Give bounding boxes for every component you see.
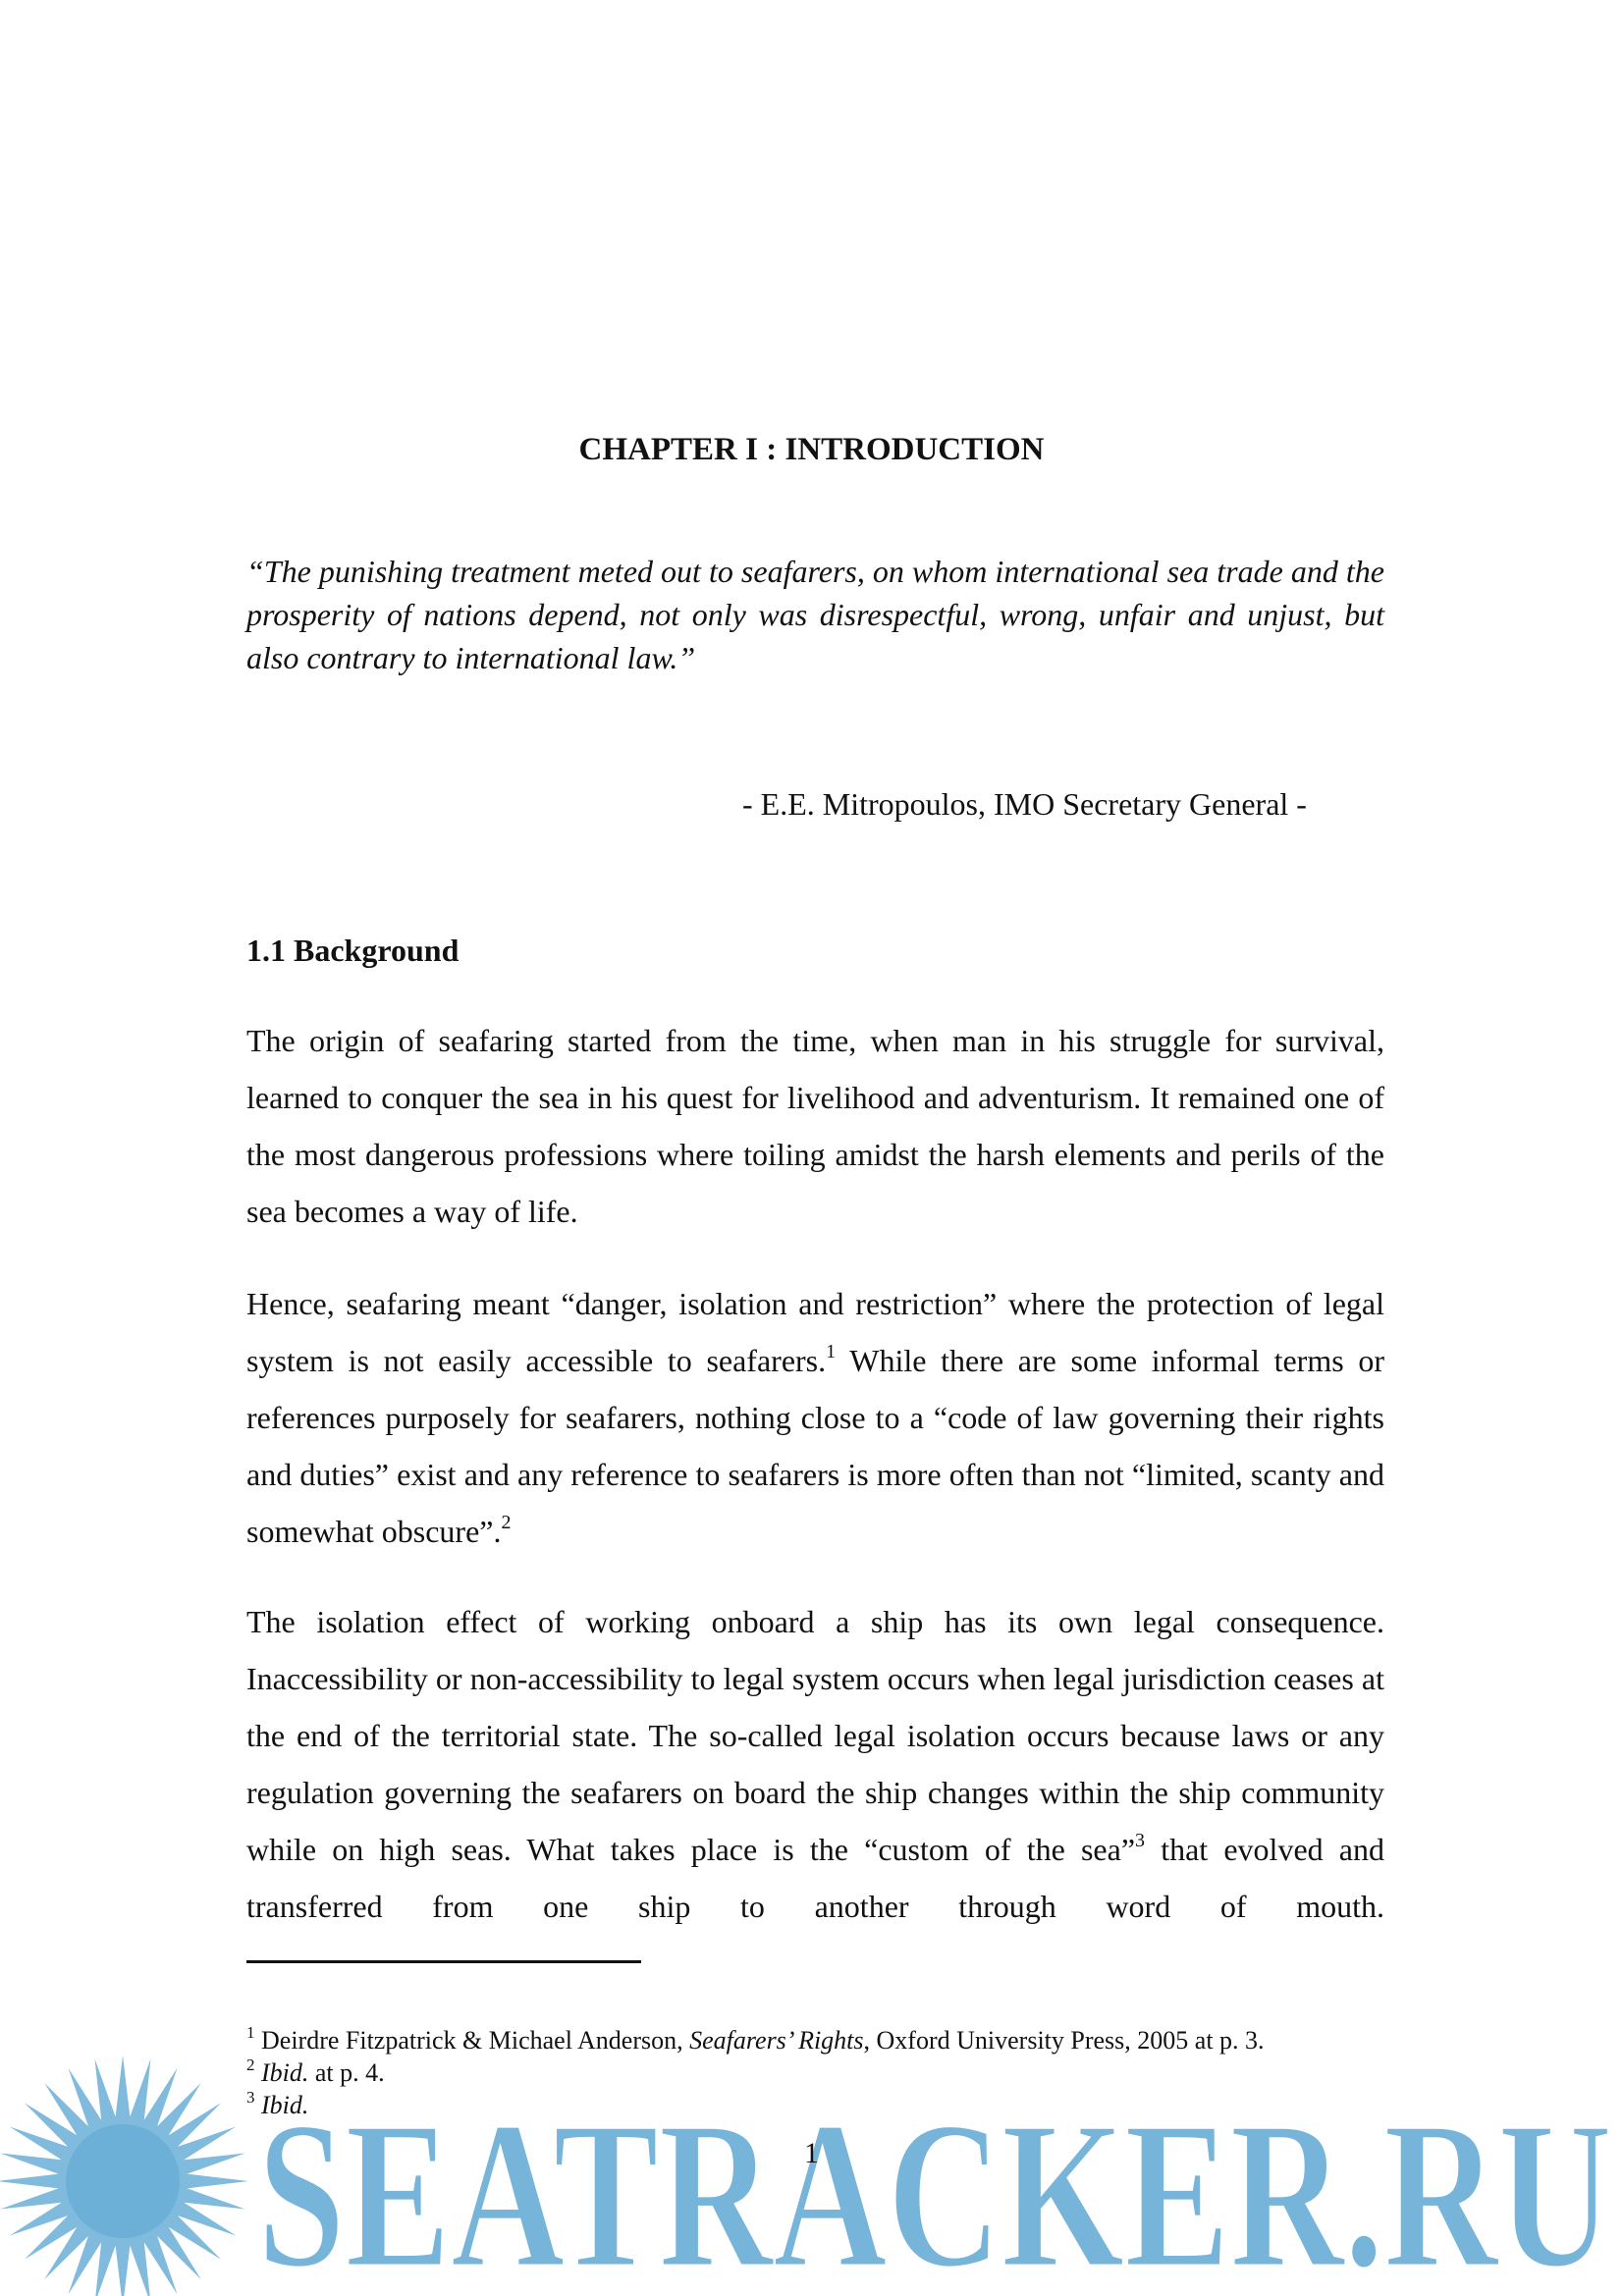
footnote-number: 1 <box>246 2023 255 2042</box>
footnote-title: Ibid. <box>261 2058 309 2087</box>
paragraph-origin: The origin of seafaring started from the time, when man in his struggle for survival, learned to conquer the sea in his quest for livelihood and adventurism. It remained one of the most dangerous professions where toiling amidst the harsh elements and perils of the sea becomes a way of life. <box>246 1023 1384 1229</box>
footnote-text: Deirdre Fitzpatrick & Michael Anderson, <box>254 2026 690 2055</box>
paragraph-text: The isolation effect of working onboard a ship has its own legal consequence. Inaccessibility or non-accessibility to legal system occurs when legal jurisdiction ceases at the end of the territorial state. The so-called legal isolation occurs because laws or any regulation governing the seafarers on board the ship changes within the ship community while on high seas. What takes place is the “custom of the sea” <box>246 1604 1384 1867</box>
paragraph-text: While there are some informal terms or references purposely for seafarers, nothing close to a “code of law governing their rights and duties” exist and any reference to seafarers is more often than not “limited, scanty and somewhat obscure”. <box>246 1343 1385 1549</box>
footnote-title: Ibid. <box>261 2091 309 2119</box>
chapter-title: CHAPTER I : INTRODUCTION <box>578 432 1045 467</box>
footnote-ref: 1 <box>826 1341 837 1362</box>
footnote-title: Seafarers’ Rights <box>689 2026 864 2055</box>
footnote-ref: 3 <box>1135 1830 1146 1851</box>
footnote-text: at p. 4. <box>308 2058 385 2087</box>
section-heading: 1.1 Background <box>246 933 460 968</box>
epigraph-attribution: - E.E. Mitropoulos, IMO Secretary General - <box>742 786 1307 822</box>
sun-icon <box>0 2056 248 2296</box>
paragraph-isolation <box>246 1593 1384 1935</box>
paragraph-text: Hence, seafaring meant “danger, isolation and restriction” where the protection of legal system is not easily accessible to seafarers. <box>246 1286 1384 1378</box>
paragraph-text: that evolved and transferred from one ship to another through word of mouth. <box>246 1832 1385 1924</box>
paragraph-hence <box>246 1275 1384 1560</box>
footnote-number: 2 <box>246 2056 255 2074</box>
footnote-separator <box>246 1960 641 1963</box>
footnote-number: 3 <box>246 2088 255 2107</box>
footnote-ref: 2 <box>501 1512 512 1533</box>
epigraph-quote: “The punishing treatment meted out to seafarers, on whom international sea trade and the prosperity of nations depend, not only was disrespectful, wrong, unfair and unjust, but also contrary to international law.” <box>246 554 1384 675</box>
footnote-text: , Oxford University Press, 2005 at p. 3. <box>863 2026 1265 2055</box>
page-number: 1 <box>804 2137 819 2169</box>
watermark-text: SEATRACKER.RU <box>257 2077 1612 2296</box>
